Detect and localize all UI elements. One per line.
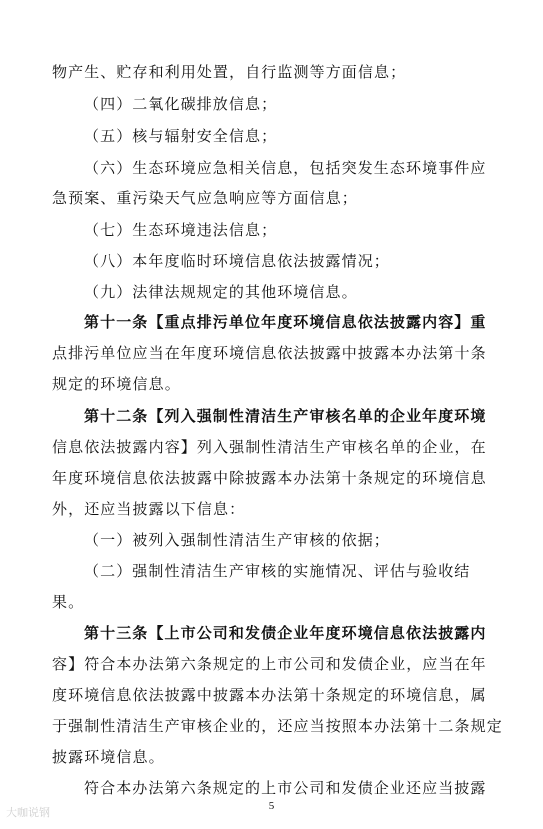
text-line-1: 物产生、贮存和利用处置，自行监测等方面信息；	[52, 63, 407, 81]
text-line-14: 年度环境信息依法披露中除披露本办法第十条规定的环境信息	[52, 469, 487, 487]
article-12-heading-line: 第十二条【列入强制性清洁生产审核名单的企业年度环境	[84, 407, 487, 425]
page-number: 5	[268, 800, 275, 812]
text-line-2: （四）二氧化碳排放信息；	[84, 95, 278, 113]
text-line-5: 急预案、重污染天气应急响应等方面信息；	[52, 189, 358, 207]
text-line-15: 外，还应当披露以下信息：	[52, 500, 246, 518]
text-line-17: （二）强制性清洁生产审核的实施情况、评估与验收结	[84, 562, 471, 580]
text-line-24: 符合本办法第六条规定的上市公司和发债企业还应当披露	[84, 779, 487, 797]
text-line-3: （五）核与辐射安全信息；	[84, 127, 278, 145]
text-line-23: 披露环境信息。	[52, 748, 165, 766]
text-line-18: 果。	[52, 593, 85, 611]
text-line-21: 度环境信息依法披露中披露本办法第十条规定的环境信息，属	[52, 686, 487, 704]
article-11-heading-line: 第十一条【重点排污单位年度环境信息依法披露内容】重	[84, 313, 487, 331]
article-13-heading-line: 第十三条【上市公司和发债企业年度环境信息依法披露内	[84, 624, 487, 642]
watermark: 大咖说钢	[6, 807, 50, 819]
text-line-8: （九）法律法规规定的其他环境信息。	[84, 283, 358, 301]
text-line-20: 容】符合本办法第六条规定的上市公司和发债企业，应当在年	[52, 655, 487, 673]
text-line-10: 点排污单位应当在年度环境信息依法披露中披露本办法第十条	[52, 344, 487, 362]
text-line-13: 信息依法披露内容】列入强制性清洁生产审核名单的企业，在	[52, 438, 487, 456]
text-line-4: （六）生态环境应急相关信息，包括突发生态环境事件应	[84, 159, 487, 177]
text-line-7: （八）本年度临时环境信息依法披露情况；	[84, 252, 390, 270]
text-line-6: （七）生态环境违法信息；	[84, 221, 278, 239]
text-line-11: 规定的环境信息。	[52, 375, 181, 393]
text-line-22: 于强制性清洁生产审核企业的，还应当按照本办法第十二条规定	[52, 717, 503, 735]
text-line-16: （一）被列入强制性清洁生产审核的依据；	[84, 531, 390, 549]
